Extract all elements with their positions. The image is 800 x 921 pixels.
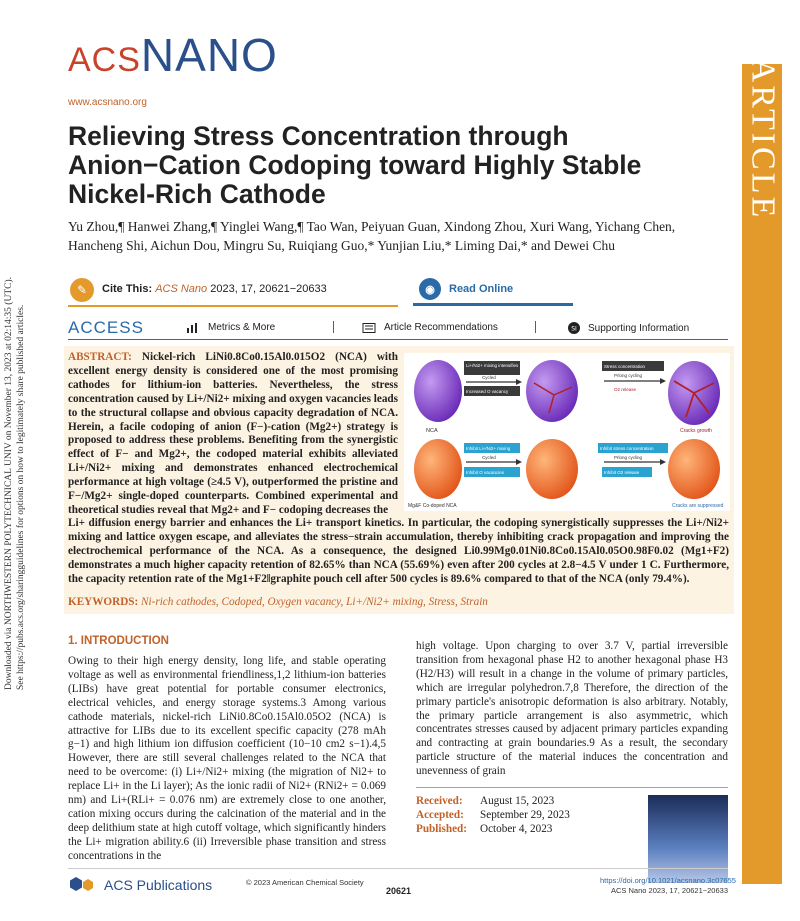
cycled-nca-particle xyxy=(526,360,578,422)
svg-text:SI: SI xyxy=(571,325,577,333)
author-list: Yu Zhou,¶ Hanwei Zhang,¶ Yinglei Wang,¶ Tao Wan, Peiyuan Guan, Xindong Zhou, Xuri Wang, Yichang Chen, Hancheng Shi, Aichun Dou, Mingru Su, Ruiqiang Guo,* Yunjian Liu,* Liming Dai,* and Dewei Chu xyxy=(68,219,676,253)
abstract-part1: ABSTRACT: Nickel-rich LiNi0.8Co0.15Al0.015O2 (NCA) with excellent energy density is considered one of the most promising cathodes for lithium-ion batteries. Nevertheless, the stress concentration caused by Li+/Ni2+ mixing and oxygen vacancies leads to the structural collapse and obvious capacity degradation of NCA. Herein, a facile codoping of anion (F−)-cation (Mg2+) strategy is proposed to address these problems. Benefiting from the synergistic effect of F− and Mg2+, the codoped material exhibits alleviated Li+/Ni2+ mixing and demonstrates enhanced electrochemical performance at high voltage (≥4.5 V), outperformed the pristine and F−/Mg2+ single-doped counterparts. Combined experimental and theoretical studies reveal that Mg2+ and F− codoping decreases the xyxy=(68,351,398,516)
intro-column-1: Owing to their high energy density, long life, and stable operating voltage as well as environmental friendliness,1,2 lithium-ion batteries (LIBs) have great potential for portable consumer electronics, electrical vehicles, and energy storage systems.3 Among various cathode materials, nickel-rich LiNi0.8Co0.15Al0.05O2 (NCA) is attractive for LIBs due to its excellent specific capacity (278 mAh g−1) and high lithium ion diffusion coefficient (10−10 cm2 s−1).4,5 However, there are still several challenges related to the NCA that need to be overcome: (i) Li+/Ni2+ mixing (the migration of Ni2+ to replace Li+ in the Li layer); As the ionic radii of Ni2+ (RNi2+ = 0.069 nm) and Li+(RLi+ = 0.076 nm) are extremely close to one another, cation mixing occurs during the calcination of the material and in the deep delithium state at high cutoff voltage, which significantly hinders the Li+ migration ability.6 (ii) Irreversible phase transition and stress concentrations in the xyxy=(68,655,386,862)
bar-chart-icon xyxy=(186,323,200,333)
keywords: KEYWORDS: Ni-rich cathodes, Codoped, Oxygen vacancy, Li+/Ni2+ mixing, Stress, Strain xyxy=(68,596,488,608)
cite-icon[interactable]: ✎ xyxy=(70,278,94,302)
cite-this[interactable]: Cite This: ACS Nano 2023, 17, 20621−20633 xyxy=(102,283,327,295)
svg-text:Stress concentration: Stress concentration xyxy=(604,364,646,369)
svg-text:Inhibit stress concentration: Inhibit stress concentration xyxy=(600,446,654,451)
svg-text:Prlong cycling: Prlong cycling xyxy=(614,373,643,378)
tab-supporting-info[interactable]: SI Supporting Information xyxy=(568,322,689,334)
read-online-button[interactable]: ◉ Read Online xyxy=(413,275,573,306)
svg-text:Inhibit O2 release: Inhibit O2 release xyxy=(604,470,640,475)
cite-underline xyxy=(68,305,398,307)
tab-separator xyxy=(333,321,334,333)
tab-metrics[interactable]: Metrics & More xyxy=(186,322,275,333)
access-divider xyxy=(68,339,728,340)
tab-separator xyxy=(535,321,536,333)
svg-text:Cycled: Cycled xyxy=(482,375,496,380)
svg-text:Inhibit O vacancies: Inhibit O vacancies xyxy=(466,470,505,475)
download-notice xyxy=(0,250,26,690)
tab-recommendations[interactable]: Article Recommendations xyxy=(362,322,498,333)
intro-column-2: high voltage. Upon charging to over 3.7 V, partial irreversible transition from hexagonal phase H2 to another hexagonal phase H3 (H2/H3) will result in a change in the volume of primary particles, which are irregular polyhedron.7,8 Therefore, the direction of the primary particle's anisotropic deformation is also arbitrary. Notably, the primary particle arrangement is also asymmetric, which concentrates stresses caused by adjacent primary particles expanding and contracting at grain boundaries.9 As a result, the secondary particle structure of the material induces the concentration and unevenness of grain xyxy=(416,640,728,778)
si-icon xyxy=(568,322,580,334)
codoped-particle xyxy=(414,439,462,499)
access-label: ACCESS xyxy=(68,318,144,337)
article-tab: ARTICLE xyxy=(744,57,781,221)
download-notice-line1: Downloaded via NORTHWESTERN POLYTECHNICAL UNIV on November 13, 2023 at 02:14:35 (UTC). xyxy=(4,277,14,690)
svg-text:Increased O vacancy: Increased O vacancy xyxy=(466,389,509,394)
svg-text:NCA: NCA xyxy=(426,428,438,434)
footer-divider xyxy=(68,868,728,869)
article-title: Relieving Stress Concentration through Anion−Cation Codoping toward Highly Stable Nickel-Rich Cathode xyxy=(68,121,642,209)
svg-text:Li+/Ni2+ mixing intensifies: Li+/Ni2+ mixing intensifies xyxy=(466,363,519,368)
read-online-icon: ◉ xyxy=(419,278,441,300)
svg-text:Cycled: Cycled xyxy=(482,455,496,460)
journal-logo: ACSNANO xyxy=(68,29,278,81)
svg-text:O2 release: O2 release xyxy=(614,387,637,392)
download-notice-line2: See https://pubs.acs.org/sharingguidelines for options on how to legitimately share published articles. xyxy=(16,304,26,690)
svg-text:Cracks are suppressed: Cracks are suppressed xyxy=(672,503,724,509)
doi-link[interactable]: https://doi.org/10.1021/acsnano.3c07655 ACS Nano 2023, 17, 20621−20633 xyxy=(600,876,736,895)
svg-text:Inhibit Li+/Ni2+ mixing: Inhibit Li+/Ni2+ mixing xyxy=(466,446,511,451)
intact-particle xyxy=(668,439,720,499)
abstract-part2: Li+ diffusion energy barrier and enhances the Li+ transport kinetics. In particular, the codoping synergistically suppresses the Li+/Ni2+ mixing and lattice oxygen escape, and alleviates the stress−strain accumulation, thereby inhibiting crack propagation and improving the electrochemical performance of the NCA. As a consequence, the designed Li0.99Mg0.01Ni0.8Co0.15Al0.05O0.98F0.02 (Mg1+F2) demonstrates a much higher capacity retention of 82.65% than NCA (55.69%) even after 200 cycles at 2.8−4.5 V under 1 C. Furthermore, the capacity retention rate of the Mg1+F2‖graphite pouch cell after 500 cycles is 89.6% compared to that of the NCA (only 79.4%). xyxy=(68,517,729,585)
dates-divider xyxy=(416,787,728,788)
section-heading: 1. INTRODUCTION xyxy=(68,635,169,647)
cycled-codoped-particle xyxy=(526,439,578,499)
svg-text:Prlong cycling: Prlong cycling xyxy=(614,455,643,460)
nca-particle xyxy=(414,360,462,422)
journal-url[interactable]: www.acsnano.org xyxy=(68,97,147,108)
copyright: © 2023 American Chemical Society xyxy=(246,878,364,887)
svg-text:Mg&F Co-doped NCA: Mg&F Co-doped NCA xyxy=(408,503,457,509)
page-number: 20621 xyxy=(386,886,412,896)
toc-graphic xyxy=(404,353,730,511)
publication-dates: Received: August 15, 2023 Accepted: September 29, 2023 Published: October 4, 2023 xyxy=(416,795,570,835)
document-icon xyxy=(362,323,376,333)
acs-hexagon-icon xyxy=(68,876,98,894)
journal-cover-thumbnail[interactable] xyxy=(648,795,728,883)
svg-text:Cracks growth: Cracks growth xyxy=(680,428,712,434)
acs-publications-logo[interactable]: ACS Publications xyxy=(68,876,212,894)
